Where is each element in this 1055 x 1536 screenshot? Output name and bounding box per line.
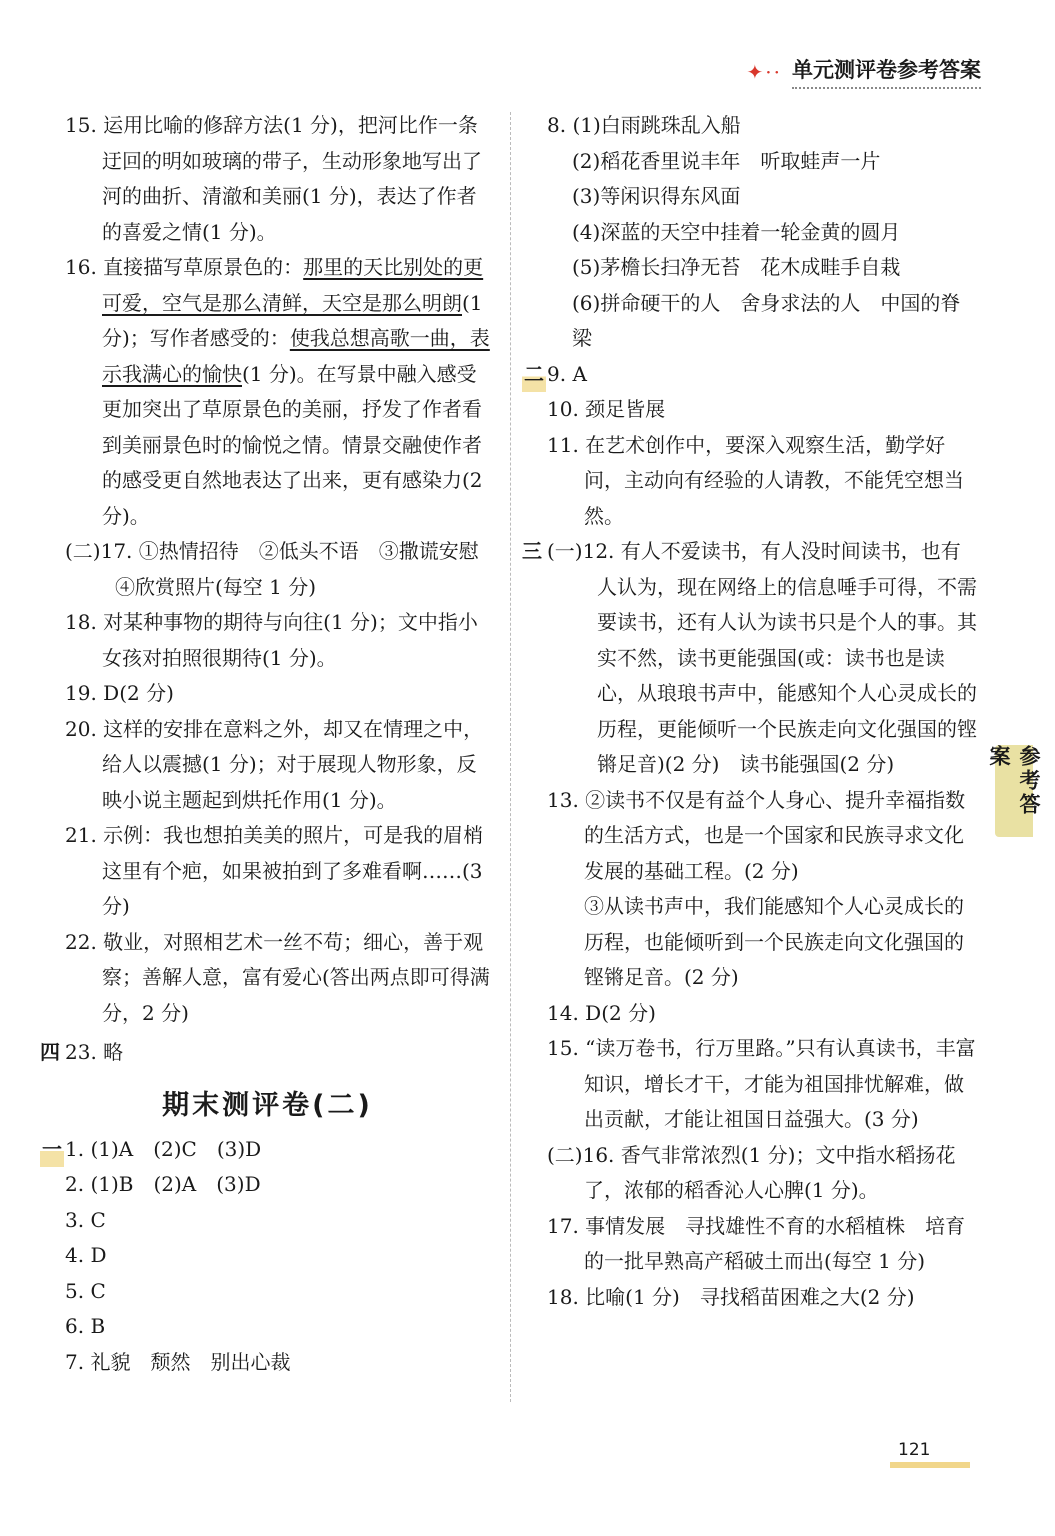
answer-11: 11. 在艺术创作中，要深入观察生活，勤学好问，主动向有经验的人请教，不能凭空想当然。	[547, 432, 964, 528]
answer-8-1: 8. (1)白雨跳珠乱入船	[547, 113, 741, 137]
exam-title: 期末测评卷(二)	[162, 1089, 373, 1121]
answer-10: 10. 颈足皆展	[547, 397, 666, 421]
left-column	[40, 108, 499, 1380]
answer-3: 3. C	[65, 1207, 106, 1232]
answer-13b: ③从读书声中，我们能感知个人心灵成长的历程，也能倾听到一个民族走向文化强国的铿锵足音。(2 分)	[584, 894, 964, 989]
page-number-bar	[890, 1462, 970, 1468]
answer-14: 14. D(2 分)	[547, 1000, 656, 1025]
answer-8-6: (6)拼命硬干的人 舍身求法的人 中国的脊梁	[572, 290, 961, 350]
answer-16-right: (二)16. 香气非常浓烈(1 分)；文中指水稻扬花了，浓郁的稻香沁人心脾(1 分)。	[547, 1142, 956, 1202]
section-mark-3: 三	[522, 539, 542, 563]
answer-17-right: 17. 事情发展 寻找雄性不育的水稻植株 培育的一批早熟高产稻破土而出(每空 1 分)	[547, 1213, 966, 1273]
answer-19: 19. D(2 分)	[65, 681, 174, 705]
column-divider	[510, 112, 511, 1402]
answer-4: 4. D	[65, 1243, 107, 1267]
page-header	[747, 54, 981, 89]
answer-2: 2. (1)B (2)A (3)D	[65, 1172, 261, 1196]
answer-9: 二 9. A	[522, 357, 977, 393]
answer-17: (二)17. ①热情招待 ②低头不语 ③撒谎安慰 ④欣赏照片(每空 1 分)	[65, 539, 499, 599]
answer-1: 一 1. (1)A (2)C (3)D	[40, 1132, 495, 1168]
answer-18: 18. 对某种事物的期待与向往(1 分)；文中指小女孩对拍照很期待(1 分)。	[65, 610, 478, 670]
answer-15: 15. 运用比喻的修辞方法(1 分)，把河比作一条迂回的明如玻璃的带子，生动形象地写出了河的曲折、清澈和美丽(1 分)，表达了作者的喜爱之情(1 分)。	[65, 113, 482, 244]
page-number: 121	[898, 1440, 931, 1460]
header-title: 单元测评卷参考答案	[792, 54, 981, 89]
answer-8-4: (4)深蓝的天空中挂着一轮金黄的圆月	[572, 219, 901, 244]
answer-13a: 13. ②读书不仅是有益个人身心、提升幸福指数的生活方式，也是一个国家和民族寻求文化发展的基础工程。(2 分)	[547, 787, 966, 883]
answer-20: 20. 这样的安排在意料之外，却又在情理之中，给人以震撼(1 分)；对于展现人物形象，反映小说主题起到烘托作用(1 分)。	[65, 716, 484, 812]
answer-8-2: (2)稻花香里说丰年 听取蛙声一片	[572, 148, 881, 173]
section-mark-4: 四	[40, 1040, 60, 1064]
answer-6: 6. B	[65, 1314, 106, 1338]
section-mark-2: 二	[522, 357, 546, 393]
underlined-quote-1: 那里的天比别处的更可爱，空气是那么清鲜，天空是那么明朗	[102, 255, 484, 315]
answer-23: 四 23. 略	[40, 1035, 495, 1071]
answer-22: 22. 敬业，对照相艺术一丝不苟；细心，善于观察；善解人意，富有爱心(答出两点即可得满分，2 分)	[65, 929, 490, 1025]
answer-7: 7. 礼貌 颓然 别出心裁	[65, 1349, 291, 1374]
answer-18-right: 18. 比喻(1 分) 寻找稻苗困难之大(2 分)	[547, 1284, 915, 1309]
answer-5: 5. C	[65, 1278, 106, 1303]
answer-12: 三 (一)12. 有人不爱读书，有人没时间读书，也有人认为，现在网络上的信息唾手可得，不需要读书，还有人认为读书只是个人的事。其实不然，读书更能强国(或：读书也是读心，从琅琅书声中，能感知个人心灵成长的历程，更能倾听一个民族走向文化强国的铿锵足音)(2 分) 读书能强国(2 分)	[522, 534, 977, 783]
side-tab: 参考答案	[995, 745, 1033, 837]
answer-8-5: (5)茅檐长扫净无苔 花木成畦手自栽	[572, 255, 901, 279]
underlined-quote-2: 使我总想高歌一曲，表示我满心的愉快	[102, 326, 490, 386]
answer-16: 16. 直接描写草原景色的：那里的天比别处的更可爱，空气是那么清鲜，天空是那么明朗(1 分)；写作者感受的：使我总想高歌一曲，表示我满心的愉快(1 分)。在写景中融入感受更加突出了草原景色的美丽，抒发了作者看到美丽景色时的愉悦之情。情景交融使作者的感受更自然地表达了出来，更有感染力(2 分)。	[65, 255, 490, 528]
section-mark-1: 一	[40, 1132, 64, 1168]
answer-8-3: (3)等闲识得东风面	[572, 184, 741, 208]
answer-15-right: 15. “读万卷书，行万里路。”只有认真读书，丰富知识，增长才干，才能为祖国排忧解难，做出贡献，才能让祖国日益强大。(3 分)	[547, 1036, 976, 1131]
star-dots-icon: ✦··	[746, 59, 782, 84]
answer-21: 21. 示例：我也想拍美美的照片，可是我的眉梢这里有个疤，如果被拍到了多难看啊……(3 分)	[65, 823, 484, 918]
right-column	[522, 108, 977, 1315]
